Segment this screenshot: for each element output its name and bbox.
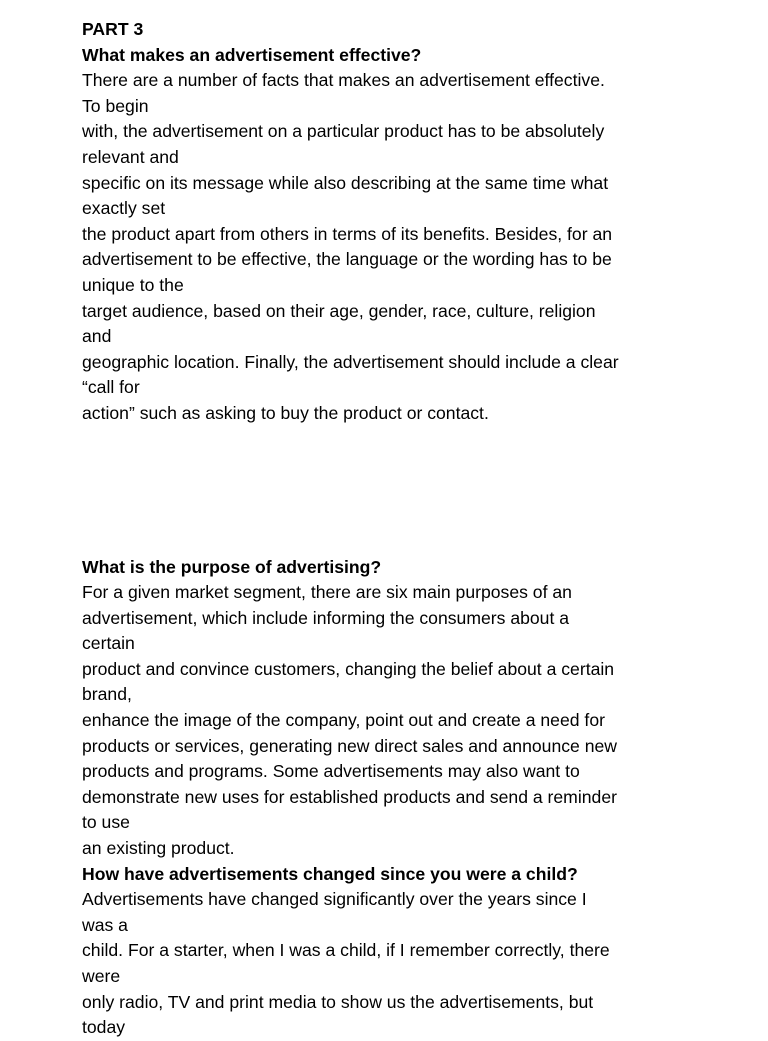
text-line: advertisement, which include informing the consumers about a <box>82 607 570 628</box>
text-line: enhance the image of the company, point out and create a need for <box>82 710 605 731</box>
text-line: For a given market segment, there are six main purposes of an <box>82 582 572 603</box>
text-line: with, the advertisement on a particular product has to be absolutely <box>82 121 605 142</box>
text-line: geographic location. Finally, the advertisement should include a clear <box>82 351 619 372</box>
text-line: only radio, TV and print media to show us the advertisements, but <box>82 991 594 1012</box>
text-line: target audience, based on their age, gender, race, culture, religion <box>82 300 596 321</box>
text-line: advertisement to be effective, the language or the wording has to be <box>82 249 612 270</box>
text-line: There are a number of facts that makes an advertisement effective. <box>82 70 605 91</box>
question-heading: What makes an advertisement effective? <box>82 44 422 65</box>
text-line: To begin <box>82 95 149 116</box>
text-line: child. For a starter, when I was a child, if I remember correctly, there <box>82 940 610 961</box>
text-line: action” such as asking to buy the product or contact. <box>82 402 489 423</box>
text-line: today <box>82 1017 126 1038</box>
text-line: products or services, generating new direct sales and announce new <box>82 735 617 756</box>
text-line: Advertisements have changed significantly over the years since I <box>82 889 587 910</box>
text-line: relevant and <box>82 146 179 167</box>
text-line: and <box>82 326 112 347</box>
answer-paragraph <box>82 887 682 1041</box>
answer-paragraph <box>82 68 682 426</box>
text-line: demonstrate new uses for established products and send a reminder <box>82 786 617 807</box>
text-line: to use <box>82 812 130 833</box>
text-line: “call for <box>82 377 140 398</box>
text-line: an existing product. <box>82 838 235 859</box>
text-line: brand, <box>82 684 132 705</box>
text-line: certain <box>82 633 135 654</box>
text-line: the product apart from others in terms of its benefits. Besides, for an <box>82 223 613 244</box>
text-line: products and programs. Some advertisements may also want to <box>82 761 580 782</box>
question-heading: How have advertisements changed since you were a child? <box>82 863 578 884</box>
blank-space <box>82 427 682 555</box>
text-line: were <box>82 966 121 986</box>
question-heading: What is the purpose of advertising? <box>82 556 382 577</box>
text-line: exactly set <box>82 198 166 219</box>
text-line: product and convince customers, changing the belief about a certain <box>82 658 615 679</box>
answer-paragraph <box>82 580 682 862</box>
text-line: specific on its message while also describing at the same time what <box>82 172 609 193</box>
text-line: was a <box>82 914 128 935</box>
part-heading: PART 3 <box>82 19 144 39</box>
text-line: unique to the <box>82 274 184 295</box>
document-page <box>82 17 682 1041</box>
